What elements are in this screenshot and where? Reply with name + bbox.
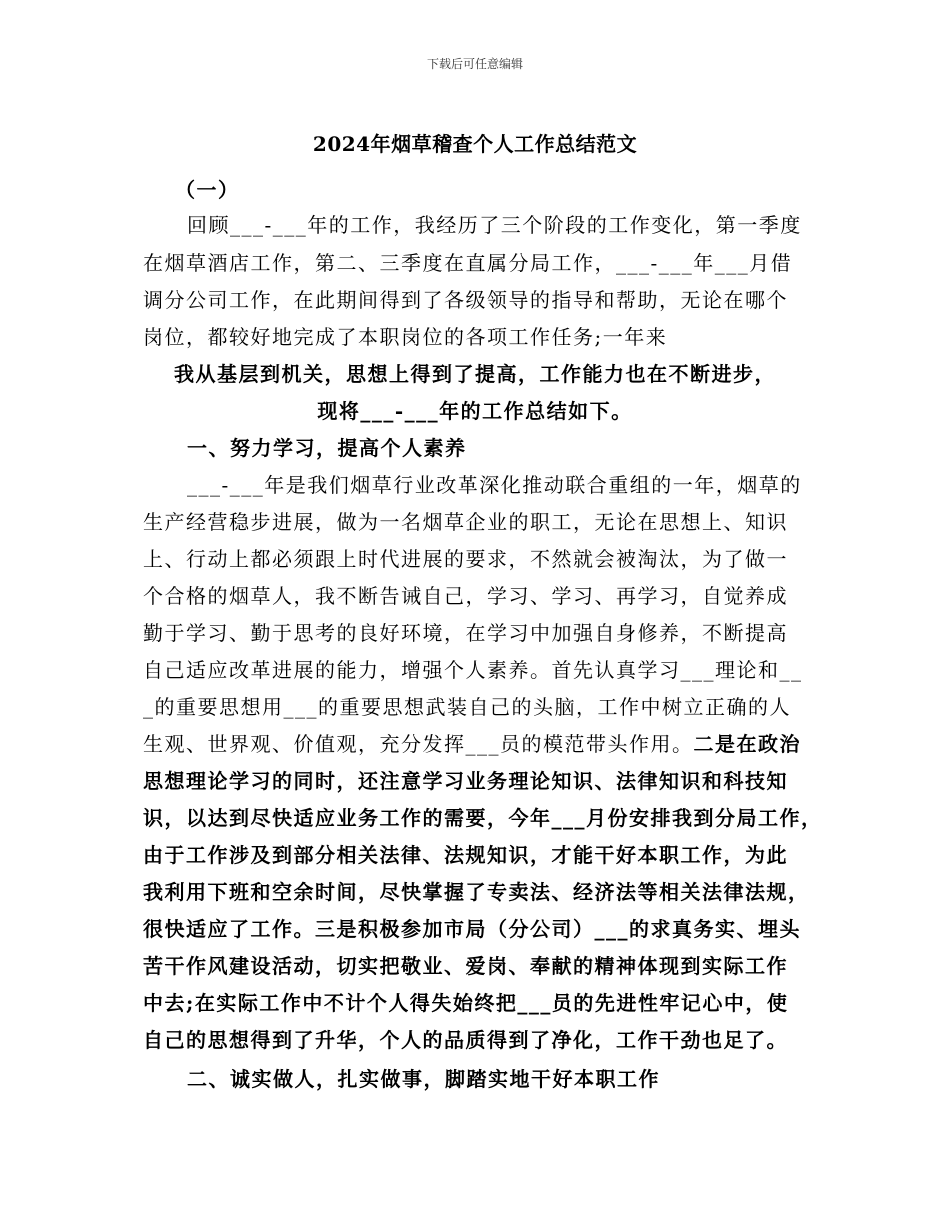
paragraph-line-mixed <box>143 732 801 756</box>
paragraph-line: 上、行动上都必须跟上时代进展的要求，不然就会被淘汰，为了做一 <box>143 547 788 571</box>
section-marker: （一） <box>175 178 240 202</box>
paragraph-line: 勤于学习、勤于思考的良好环境，在学习中加强自身修养，不断提高 <box>143 621 788 645</box>
intro-line: 在烟草酒店工作，第二、三季度在直属分局工作，___-___年___月借 <box>143 251 793 275</box>
paragraph-line: _的重要思想用___的重要思想武装自己的头脑，工作中树立正确的人 <box>143 695 791 719</box>
paragraph-line: 自己适应改革进展的能力，增强个人素养。首先认真学习___理论和__ <box>143 658 803 682</box>
bold-paragraph-line: 我利用下班和空余时间，尽快掌握了专卖法、经济法等相关法律法规， <box>143 880 810 904</box>
paragraph-line: 个合格的烟草人，我不断告诫自己，学习、学习、再学习，自觉养成 <box>143 584 788 608</box>
bold-paragraph-line: 识，以达到尽快适应业务工作的需要，今年___月份安排我到分局工作， <box>143 806 823 830</box>
bold-paragraph-line: 由于工作涉及到部分相关法律、法规知识，才能干好本职工作，为此 <box>143 843 788 867</box>
intro-line: 岗位，都较好地完成了本职岗位的各项工作任务;一年来 <box>143 325 668 349</box>
bold-paragraph-line: 苦干作风建设活动，切实把敬业、爱岗、奉献的精神体现到实际工作 <box>143 954 788 978</box>
bold-paragraph-line: 思想理论学习的同时，还注意学习业务理论知识、法律知识和科技知 <box>143 769 788 793</box>
bold-paragraph-line: 自己的思想得到了升华，个人的品质得到了净化，工作干劲也足了。 <box>143 1028 788 1052</box>
section-heading-2: 二、诚实做人，扎实做事，脚踏实地干好本职工作 <box>187 1067 660 1091</box>
document-title: 2024年烟草稽查个人工作总结范文 <box>312 132 638 156</box>
paragraph-line: 生产经营稳步进展，做为一名烟草企业的职工，无论在思想上、知识 <box>143 510 788 534</box>
paragraph-line: ___-___年是我们烟草行业改革深化推动联合重组的一年，烟草的 <box>187 473 802 497</box>
bold-paragraph-line: 很快适应了工作。三是积极参加市局（分公司）___的求真务实、埋头 <box>143 917 801 941</box>
intro-line: 回顾___-___年的工作，我经历了三个阶段的工作变化，第一季度 <box>187 213 802 237</box>
summary-line: 我从基层到机关，思想上得到了提高，工作能力也在不断进步， <box>174 362 776 386</box>
normal-text: 生观、世界观、价值观，充分发挥___员的模范带头作用。 <box>143 732 694 756</box>
summary-line: 现将___-___年的工作总结如下。 <box>317 399 633 423</box>
intro-line: 调分公司工作，在此期间得到了各级领导的指导和帮助，无论在哪个 <box>143 288 788 312</box>
header-note: 下载后可任意编辑 <box>426 57 523 71</box>
bold-text: 二是在政治 <box>693 732 801 756</box>
bold-paragraph-line: 中去;在实际工作中不计个人得失始终把___员的先进性牢记心中，使 <box>143 991 789 1015</box>
section-heading-1: 一、努力学习，提高个人素养 <box>187 436 467 460</box>
